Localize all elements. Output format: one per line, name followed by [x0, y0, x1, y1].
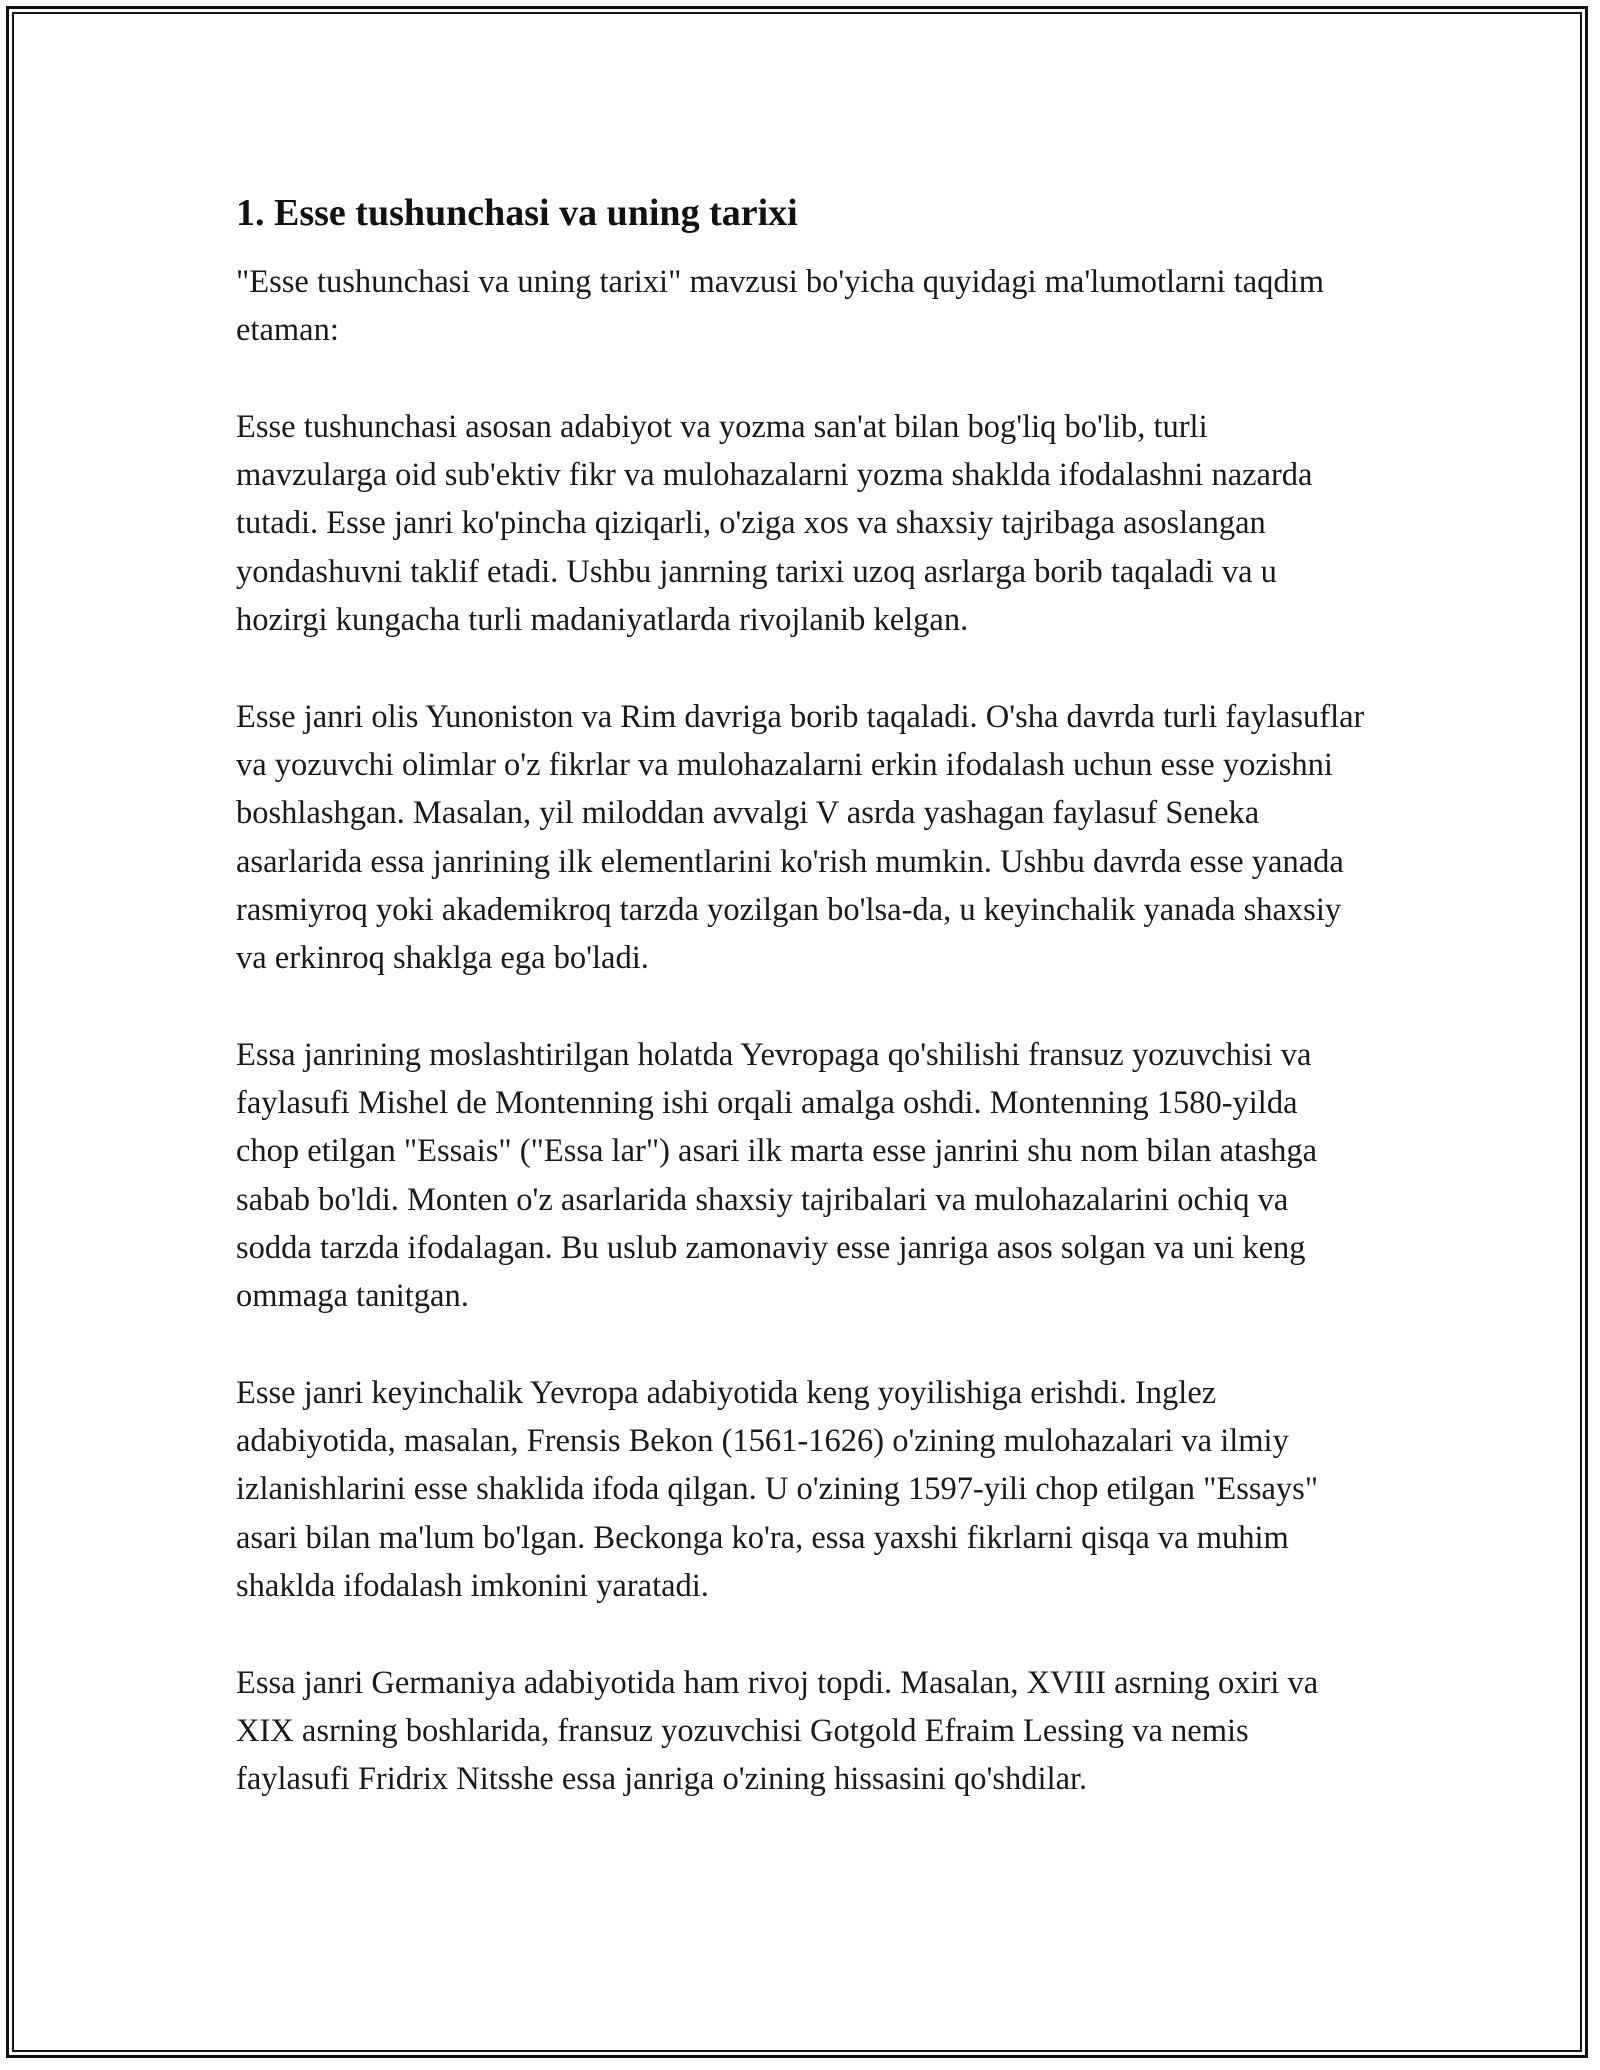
paragraph-montaigne: Essa janrining moslashtirilgan holatda Yevropaga qo'shilishi fransuz yozuvchisi va faylasufi Mishel de Montenning ishi orqali amalga oshdi. Montenning 1580-yilda chop etilgan "Essais" ("Essa lar") asari ilk marta esse janrini shu nom bilan atashga sabab bo'ldi. Monten o'z asarlarida shaxsiy tajribalari va mulohazalarini ochiq va sodda tarzda ifodalagan. Bu uslub zamonaviy esse janriga asos solgan va uni keng ommaga tanitgan.: [236, 1036, 1318, 1315]
paragraph-definition: Esse tushunchasi asosan adabiyot va yozma san'at bilan bog'liq bo'lib, turli mavzularga oid sub'ektiv fikr va mulohazalarni yozma shaklda ifodalashni nazarda tutadi. Esse janri ko'pincha qiziqarli, o'ziga xos va shaxsiy tajribaga asoslangan yondashuvni taklif etadi. Ushbu janrning tarixi uzoq asrlarga borib taqaladi va u hozirgi kungacha turli madaniyatlarda rivojlanib kelgan.: [236, 408, 1313, 639]
document-body: [236, 188, 1366, 1852]
paragraph-germany: Essa janri Germaniya adabiyotida ham rivoj topdi. Masalan, XVIII asrning oxiri va XIX asrning boshlarida, fransuz yozuvchisi Gotgold Efraim Lessing va nemis faylasufi Fridrix Nitsshe essa janriga o'zining hissasini qo'shdilar.: [236, 1664, 1319, 1798]
document-title: 1. Esse tushunchasi va uning tarixi: [236, 192, 798, 234]
paragraph-bacon: Esse janri keyinchalik Yevropa adabiyotida keng yoyilishiga erishdi. Inglez adabiyotida, masalan, Frensis Bekon (1561-1626) o'zining mulohazalari va ilmiy izlanishlarini esse shaklida ifoda qilgan. U o'zining 1597-yili chop etilgan "Essays" asari bilan ma'lum bo'lgan. Beckonga ko'ra, essa yaxshi fikrlarni qisqa va muhim shaklda ifodalash imkonini yaratadi.: [236, 1374, 1319, 1605]
paragraph-antiquity: Esse janri olis Yunoniston va Rim davriga borib taqaladi. O'sha davrda turli faylasuflar va yozuvchi olimlar o'z fikrlar va mulohazalarni erkin ifodalash uchun esse yozishni boshlashgan. Masalan, yil miloddan avvalgi V asrda yashagan faylasuf Seneka asarlarida essa janrining ilk elementlarini ko'rish mumkin. Ushbu davrda esse yanada rasmiyroq yoki akademikroq tarzda yozilgan bo'lsa-da, u keyinchalik yanada shaxsiy va erkinroq shaklga ega bo'ladi.: [236, 698, 1365, 977]
paragraph-intro: "Esse tushunchasi va uning tarixi" mavzusi bo'yicha quyidagi ma'lumotlarni taqdim etaman:: [236, 264, 1324, 349]
